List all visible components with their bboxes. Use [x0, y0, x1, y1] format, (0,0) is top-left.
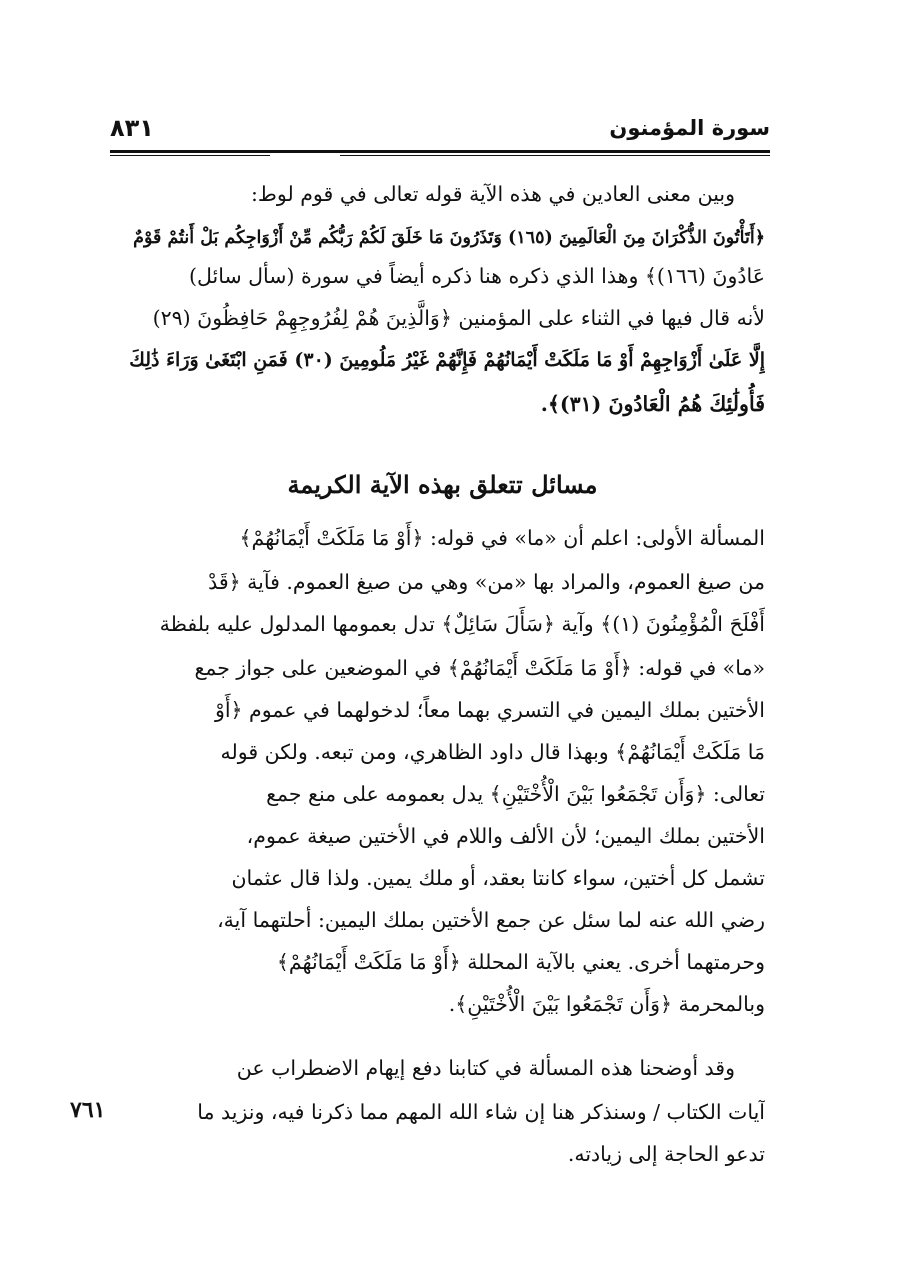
text-line: الأختين بملك اليمين؛ لأن الألف واللام في الأختين صيغة عموم،	[246, 824, 765, 848]
quran-line: فَأُولَٰئِكَ هُمُ الْعَادُونَ (٣١)﴾.	[540, 392, 765, 416]
text-line: المسألة الأولى: اعلم أن «ما» في قوله: ﴿أَوْ مَا مَلَكَتْ أَيْمَانُهُمْ﴾	[239, 526, 765, 550]
page-number: ٨٣١	[110, 114, 154, 142]
text-line: عَادُونَ (١٦٦)﴾ وهذا الذي ذكره هنا ذكره أيضاً في سورة (سأل سائل)	[188, 264, 765, 288]
text-line: آيات الكتاب / وسنذكر هنا إن شاء الله المهم مما ذكرنا فيه، ونزيد ما	[197, 1100, 765, 1124]
text-line: تشمل كل أختين، سواء كانتا بعقد، أو ملك يمين. ولذا قال عثمان	[231, 866, 765, 890]
margin-page-number: ٧٦١	[70, 1097, 106, 1123]
text-line: تعالى: ﴿وَأَن تَجْمَعُوا بَيْنَ الْأُخْتَيْنِ﴾ يدل بعمومه على منع جمع	[266, 782, 765, 806]
text-line: مَا مَلَكَتْ أَيْمَانُهُمْ﴾ وبهذا قال داود الظاهري، ومن تبعه. ولكن قوله	[220, 740, 765, 764]
text-line: أَفْلَحَ الْمُؤْمِنُونَ (١)﴾ وآية ﴿سَأَلَ سَائِلٌ﴾ تدل بعمومها المدلول عليه بلفظة	[159, 612, 765, 636]
header-rule-thin-left	[110, 155, 270, 156]
section-heading: مسائل تتعلق بهذه الآية الكريمة	[287, 470, 598, 499]
quran-line: إِلَّا عَلَىٰ أَزْوَاجِهِمْ أَوْ مَا مَلَكَتْ أَيْمَانُهُمْ فَإِنَّهُمْ غَيْرُ مَلُومِينَ (٣٠) فَمَنِ ابْتَغَىٰ وَرَاءَ ذَٰلِكَ	[129, 349, 765, 371]
header-rule-thin-right	[340, 155, 770, 156]
text-line: تدعو الحاجة إلى زيادته.	[567, 1142, 765, 1166]
text-line: من صيغ العموم، والمراد بها «من» وهي من صيغ العموم. فآية ﴿قَدْ	[208, 570, 765, 594]
text-line: وحرمتهما أخرى. يعني بالآية المحللة ﴿أَوْ مَا مَلَكَتْ أَيْمَانُهُمْ﴾	[276, 950, 765, 974]
text-line: «ما» في قوله: ﴿أَوْ مَا مَلَكَتْ أَيْمَانُهُمْ﴾ في الموضعين على جواز جمع	[194, 656, 765, 680]
quran-line: ﴿أَتَأْتُونَ الذُّكْرَانَ مِنَ الْعَالَمِينَ (١٦٥) وَتَذَرُونَ مَا خَلَقَ لَكُمْ رَبُّكُم مِّنْ أَزْوَاجِكُم بَلْ أَنتُمْ قَوْمٌ	[133, 228, 765, 248]
text-line: وقد أوضحنا هذه المسألة في كتابنا دفع إيهام الاضطراب عن	[236, 1056, 735, 1080]
page-header	[110, 112, 770, 150]
text-line: وبالمحرمة ﴿وَأَن تَجْمَعُوا بَيْنَ الْأُخْتَيْنِ﴾.	[448, 992, 765, 1016]
text-line: رضي الله عنه لما سئل عن جمع الأختين بملك اليمين: أحلتهما آية،	[217, 908, 765, 932]
surah-title: سورة المؤمنون	[609, 116, 770, 140]
text-line: وبين معنى العادين في هذه الآية قوله تعالى في قوم لوط:	[251, 182, 735, 206]
text-line: لأنه قال فيها في الثناء على المؤمنين ﴿وَالَّذِينَ هُمْ لِفُرُوجِهِمْ حَافِظُونَ (٢٩)	[152, 306, 765, 330]
text-line: الأختين بملك اليمين في التسري بهما معاً؛ لدخولهما في عموم ﴿أَوْ	[214, 698, 765, 722]
header-rule	[110, 150, 770, 153]
